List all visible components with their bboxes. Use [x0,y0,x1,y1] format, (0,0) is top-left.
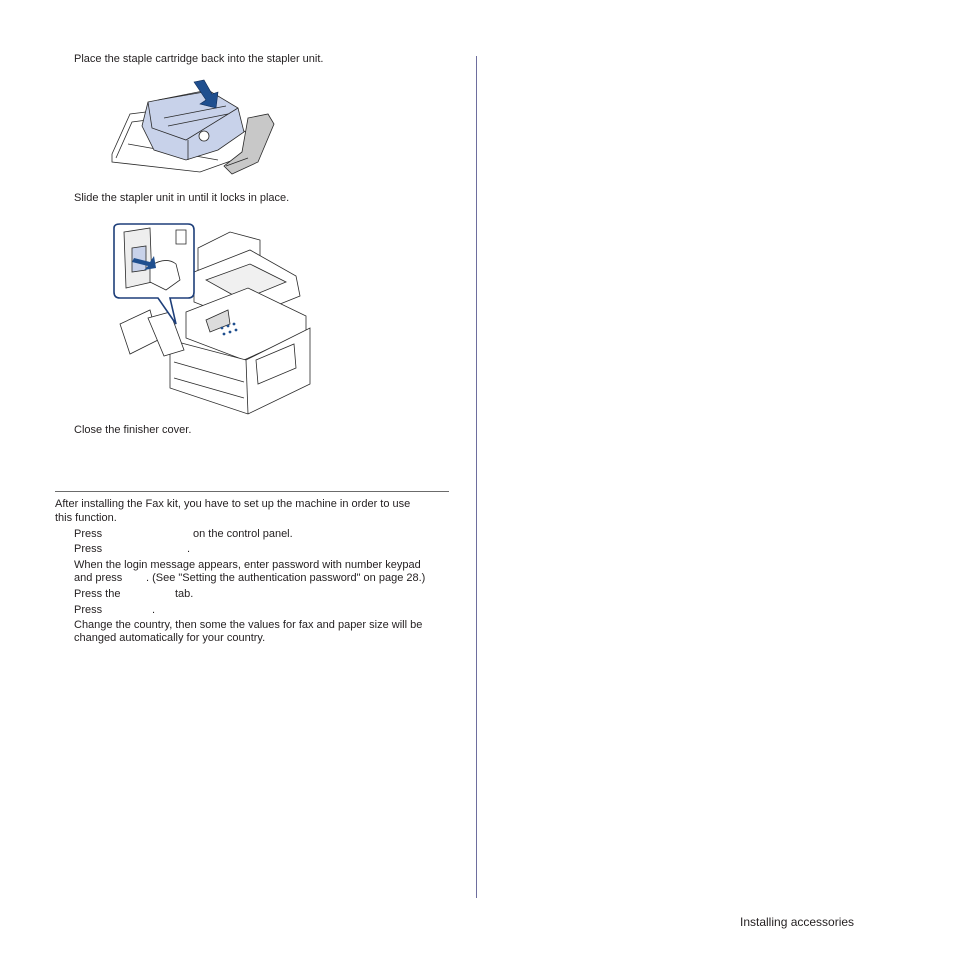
step-place-cartridge: Place the staple cartridge back into the stapler unit. [74,53,324,65]
step-close-cover: Close the finisher cover. [74,424,192,436]
fax-step-3-line1: When the login message appears, enter password with number keypad [74,559,421,571]
step-slide-unit: Slide the stapler unit in until it locks in place. [74,192,290,204]
fax-step-3-pre: and press [74,572,123,584]
column-divider [476,56,477,898]
fax-step-3-post: . (See "Setting the authentication password" on page 28.) [146,572,426,584]
fax-step-4-pre: Press the [74,588,121,600]
fax-intro-line2: this function. [55,512,117,524]
fax-step-6-line1: Change the country, then some the values for fax and paper size will be [74,619,423,631]
fax-step-5-post: . [152,604,156,616]
fax-step-2-post: . [187,543,191,555]
section-rule [55,491,449,492]
staple-cartridge-illustration [108,78,278,186]
fax-intro-line1: After installing the Fax kit, you have to set up the machine in order to use [55,498,411,510]
fax-step-1-pre: Press [74,528,103,540]
fax-step-2-pre: Press [74,543,103,555]
fax-step-6-line2: changed automatically for your country. [74,632,266,644]
fax-step-5-pre: Press [74,604,103,616]
fax-step-4-post: tab. [175,588,194,600]
fax-step-1-post: on the control panel. [193,528,293,540]
machine-stapler-illustration [110,220,314,420]
footer-section-title: Installing accessories [740,915,855,929]
